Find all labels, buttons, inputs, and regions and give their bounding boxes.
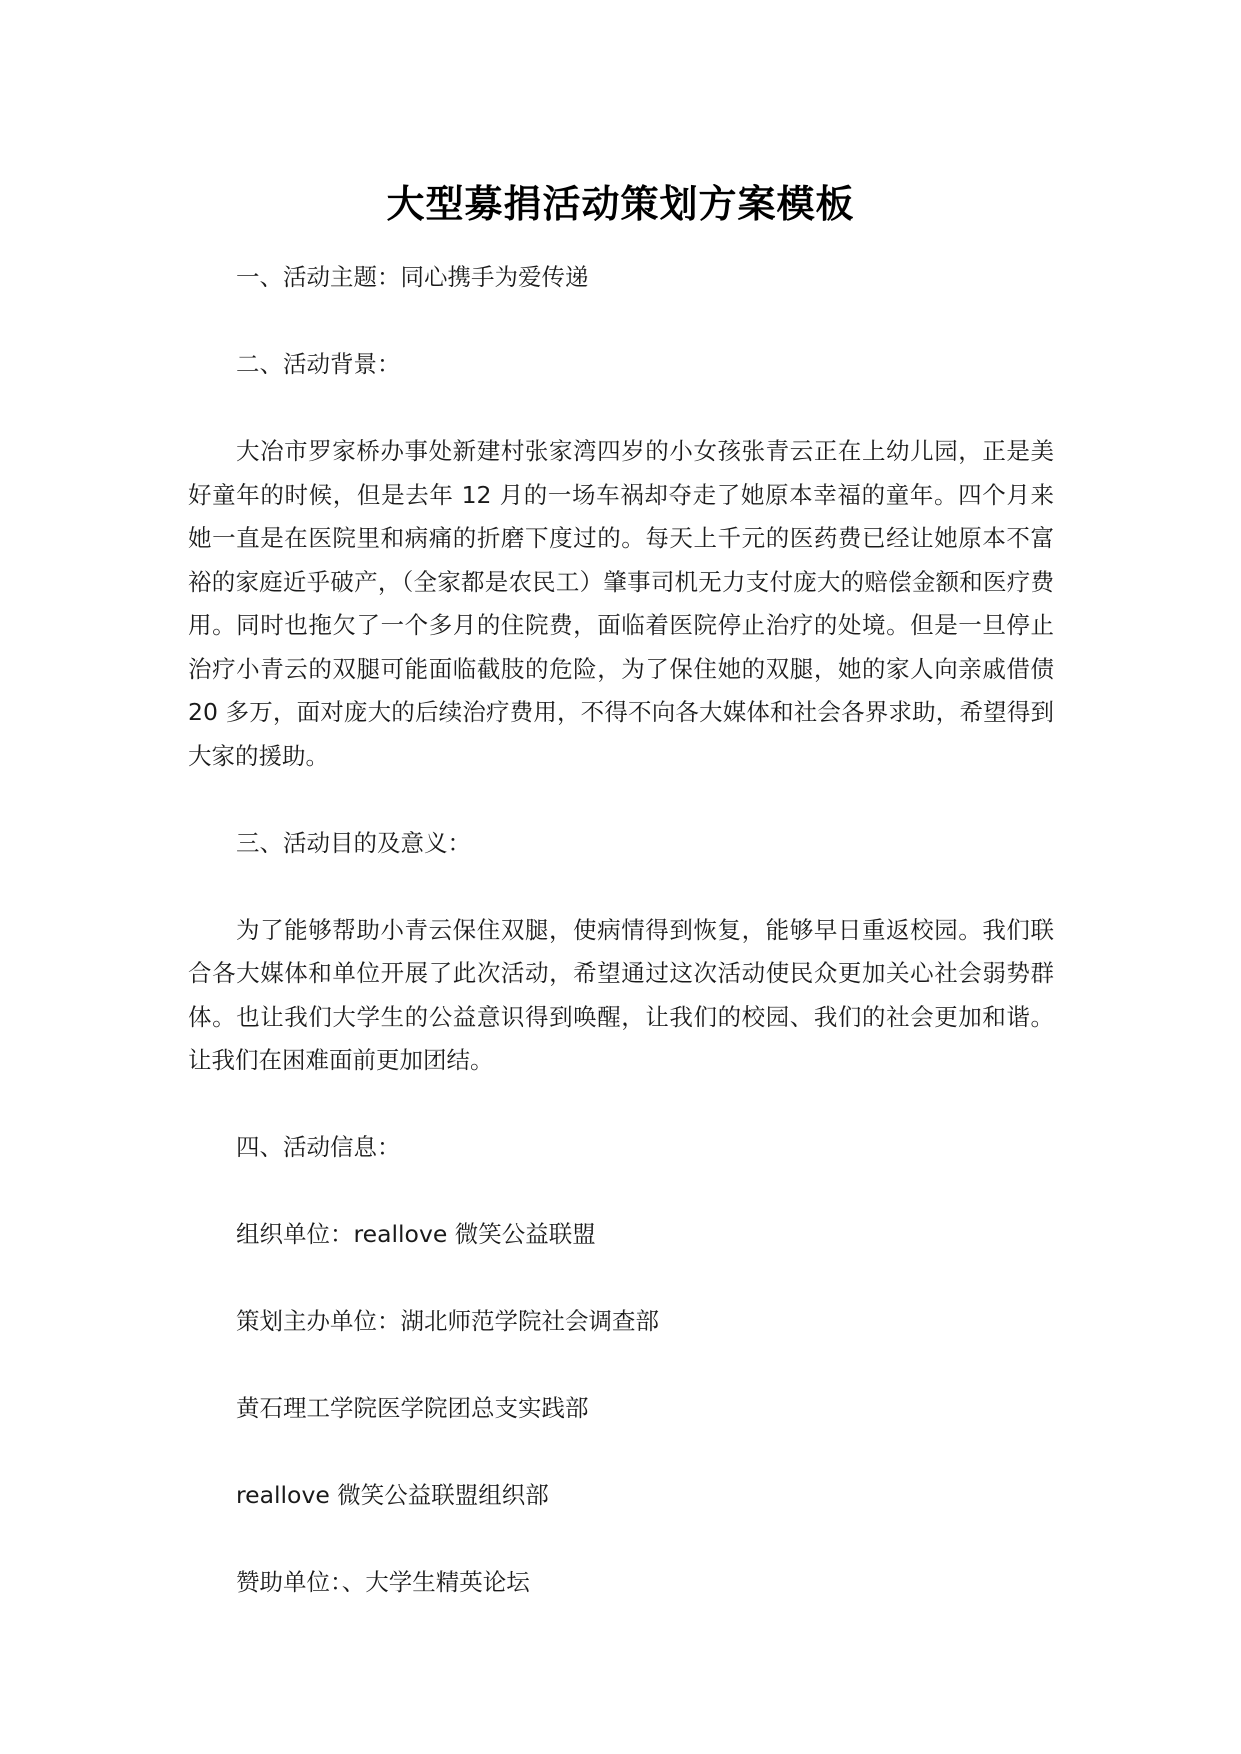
spacer bbox=[188, 1518, 1054, 1562]
spacer bbox=[188, 865, 1054, 909]
spacer bbox=[188, 1344, 1054, 1388]
spacer bbox=[188, 300, 1054, 344]
spacer bbox=[188, 778, 1054, 822]
planner-line: 策划主办单位：湖北师范学院社会调查部 bbox=[236, 1307, 659, 1335]
section-4-heading: 四、活动信息： bbox=[236, 1133, 401, 1161]
sponsor-line: 赞助单位：、大学生精英论坛 bbox=[236, 1568, 530, 1596]
section-2-heading: 二、活动背景： bbox=[236, 350, 401, 378]
document-body bbox=[188, 256, 1054, 1605]
organizer-line: 组织单位：reallove 微笑公益联盟 bbox=[236, 1220, 596, 1248]
background-paragraph: 大冶市罗家桥办事处新建村张家湾四岁的小女孩张青云正在上幼儿园，正是美好童年的时候，但是去年 12 月的一场车祸却夺走了她原本幸福的童年。四个月来她一直是在医院里和病痛的折磨下度过的。每天上千元的医药费已经让她原本不富裕的家庭近乎破产，（全家都是农民工）肇事司机无力支付庞大的赔偿金额和医疗费用。同时也拖欠了一个多月的住院费，面临着医院停止治疗的处境。但是一旦停止治疗小青云的双腿可能面临截肢的危险，为了保住她的双腿，她的家人向亲戚借债 20 多万，面对庞大的后续治疗费用，不得不向各大媒体和社会各界求助，希望得到大家的援助。 bbox=[188, 437, 1054, 770]
spacer bbox=[188, 1170, 1054, 1214]
planner-line-3: reallove 微笑公益联盟组织部 bbox=[236, 1481, 549, 1509]
document-title: 大型募捐活动策划方案模板 bbox=[386, 182, 855, 226]
spacer bbox=[188, 1083, 1054, 1127]
planner-line-2: 黄石理工学院医学院团总支实践部 bbox=[236, 1394, 589, 1422]
spacer bbox=[188, 1431, 1054, 1475]
spacer bbox=[188, 1257, 1054, 1301]
section-3-heading: 三、活动目的及意义： bbox=[236, 828, 471, 857]
spacer bbox=[188, 387, 1054, 431]
purpose-paragraph: 为了能够帮助小青云保住双腿，使病情得到恢复，能够早日重返校园。我们联合各大媒体和单位开展了此次活动，希望通过这次活动使民众更加关心社会弱势群体。也让我们大学生的公益意识得到唤醒，让我们的校园、我们的社会更加和谐。让我们在困难面前更加团结。 bbox=[188, 915, 1054, 1074]
section-1-theme: 一、活动主题：同心携手为爱传递 bbox=[236, 263, 589, 291]
